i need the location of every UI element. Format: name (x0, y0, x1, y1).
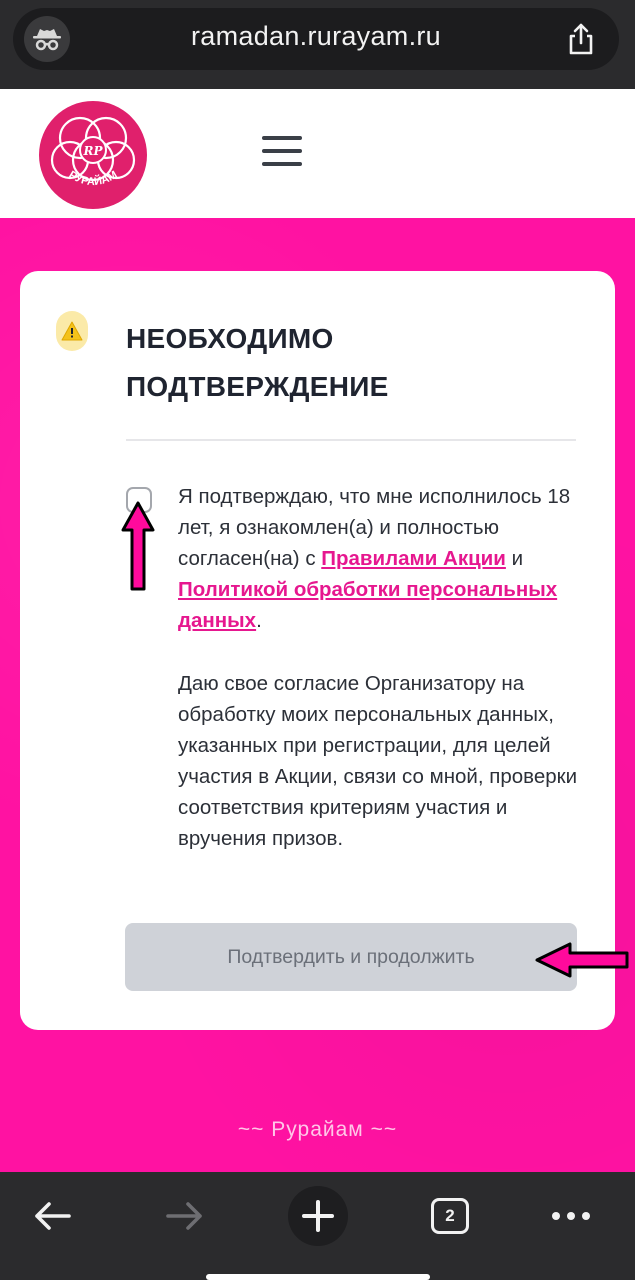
browser-bottom-bar (0, 1172, 635, 1280)
address-bar[interactable] (13, 8, 619, 70)
browser-top-bar (0, 0, 635, 89)
site-header (0, 89, 635, 218)
home-indicator (206, 1274, 430, 1280)
forward-arrow-icon[interactable] (155, 1186, 215, 1246)
data-processing-consent-text: Даю свое согласие Организатору на обработку моих персональных данных, указанных при регистрации, для целей участия в Акции, связи со мной, проверки соответствия критериям участия и вручения призов. (178, 672, 578, 850)
privacy-policy-link[interactable]: Политикой обработки персональных данных (178, 578, 558, 632)
more-dots-icon[interactable] (541, 1186, 601, 1246)
tabs-icon[interactable] (420, 1186, 480, 1246)
hamburger-menu-icon[interactable] (262, 136, 302, 168)
and-text: и (505, 547, 524, 570)
annotation-arrow-up-icon (120, 500, 156, 592)
confirm-continue-button[interactable]: Подтвердить и продолжить (125, 923, 577, 991)
annotation-arrow-left-icon (534, 940, 630, 980)
consent-text (178, 481, 588, 636)
url-text[interactable]: ramadan.rurayam.ru (191, 21, 441, 51)
logo-wordmark: РУРАЙАМ (66, 168, 120, 189)
logo-monogram: RP (83, 144, 103, 158)
back-arrow-icon[interactable] (22, 1186, 82, 1246)
tab-count: 2 (431, 1198, 469, 1234)
rules-link[interactable]: Правилами Акции (321, 547, 506, 570)
footer-brand-text: ~~ Рурайам ~~ (237, 1118, 398, 1141)
consent-text-part1: Я подтверждаю, что мне исполнилось 18 лет, я ознакомлен(а) и полностью согласен(на) с (178, 485, 571, 570)
period-text: . (256, 609, 262, 632)
share-icon[interactable] (563, 21, 599, 57)
plus-icon[interactable] (288, 1186, 348, 1246)
divider (126, 439, 576, 441)
card-title: НЕОБХОДИМО ПОДТВЕРЖДЕНИЕ (126, 323, 389, 402)
warning-icon (56, 311, 88, 351)
rurayam-logo[interactable] (38, 100, 148, 210)
confirmation-card (20, 271, 615, 1030)
